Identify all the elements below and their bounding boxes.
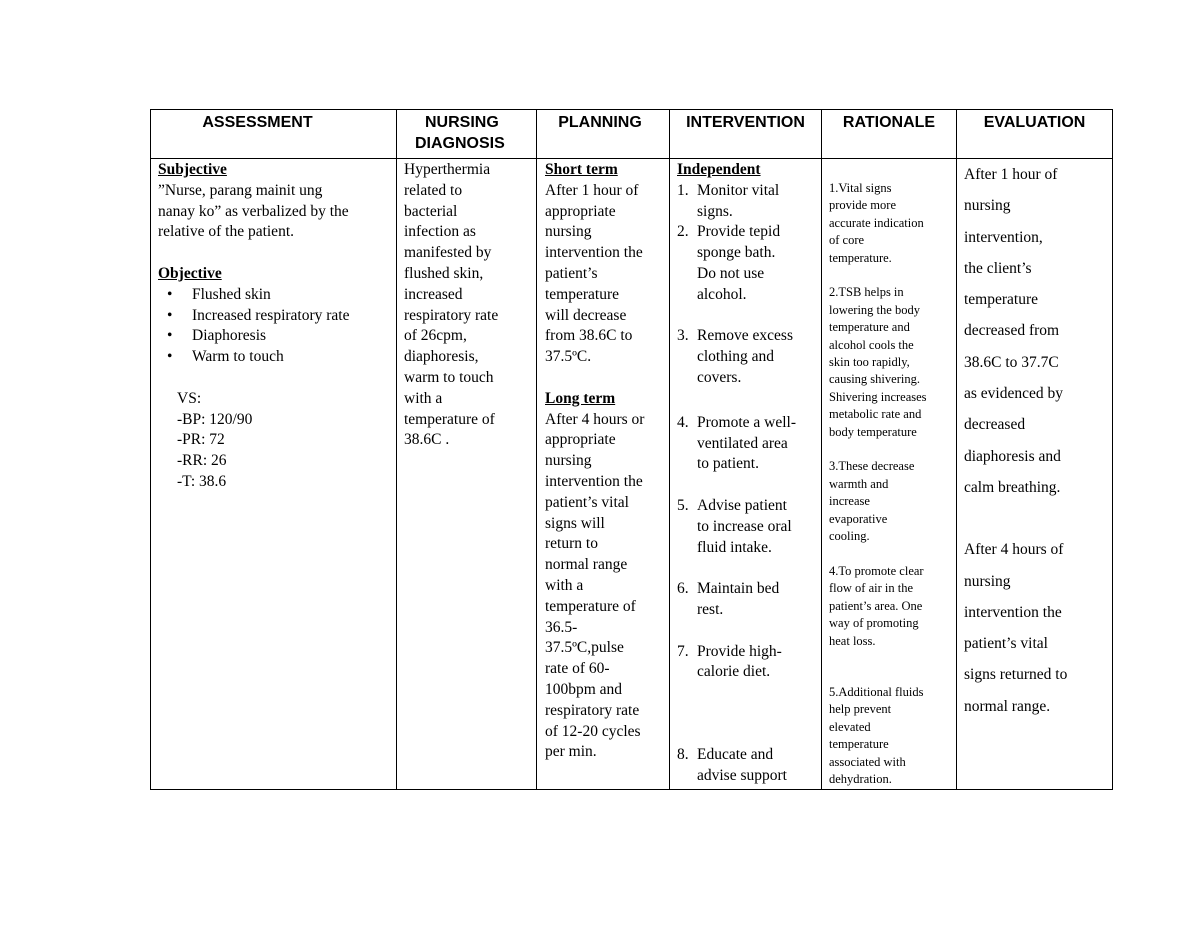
intervention-line: clothing and [697,348,775,366]
long-term-goal [545,410,665,764]
short-term-line: will decrease [545,306,627,324]
rationale-line: accurate indication [829,215,924,230]
header-planning-label: PLANNING [558,114,642,131]
intervention-line: signs. [697,202,733,220]
long-term-line: After 4 hours or [545,410,645,428]
rationale-line: warmth and [829,476,889,491]
evaluation-line: normal range. [964,697,1051,715]
intervention-item [677,326,817,388]
short-term-line: nursing [545,223,592,241]
intervention-line: Maintain bed [697,580,780,598]
diagnosis-cell [397,159,537,790]
evaluation-cell [957,159,1113,790]
subjective-line: relative of the patient. [158,223,294,241]
evaluation-line: diaphoresis and [964,447,1061,465]
diagnosis-line: with a [404,389,443,407]
diagnosis-line: flushed skin, [404,264,484,282]
intervention-number: 3. [677,327,689,345]
header-assessment-label: ASSESSMENT [202,114,313,131]
rationale-item [829,458,952,545]
intervention-item [677,413,817,475]
objective-item-text: Warm to touch [192,348,284,366]
long-term-line: with a [545,576,584,594]
objective-item-text: Flushed skin [192,285,271,303]
header-evaluation-label: EVALUATION [983,114,1086,131]
intervention-line: fluid intake. [697,538,772,556]
short-term-line: from 38.6C to [545,327,633,345]
rationale-line: causing shivering. [829,372,920,387]
subjective-line: ”Nurse, parang mainit ung [158,181,323,199]
bullet-icon: • [167,285,173,303]
header-intervention-label: INTERVENTION [686,114,805,131]
rationale-line: skin too rapidly, [829,355,910,370]
intervention-line: Promote a well- [697,413,797,431]
assessment-cell [151,159,397,790]
evaluation-line: patient’s vital [964,635,1048,653]
long-term-label: Long term [545,389,616,407]
short-term-line: 37.5ºC. [545,348,592,366]
diagnosis-line: respiratory rate [404,306,499,324]
short-term-label: Short term [545,161,618,178]
objective-item-text: Increased respiratory rate [192,306,350,324]
intervention-number: 7. [677,642,689,660]
rationale-line: elevated [829,719,871,734]
bullet-icon: • [167,348,173,366]
short-term-line: intervention the [545,244,643,262]
rationale-list [822,159,956,788]
long-term-line: respiratory rate [545,701,640,719]
rationale-item [829,563,952,650]
diagnosis-line: temperature of [404,410,495,428]
evaluation-text [957,159,1112,722]
intervention-line: Do not use [697,264,765,282]
rationale-line: evaporative [829,511,888,526]
short-term-goal [545,181,665,368]
vital-signs [158,389,392,493]
evaluation-line: After 4 hours of [964,541,1064,559]
objective-item-text: Diaphoresis [192,327,267,345]
rationale-line: associated with [829,754,906,769]
rationale-line: 3.These decrease [829,459,915,474]
intervention-line: calorie diet. [697,663,771,681]
rationale-line: temperature and [829,320,910,335]
diagnosis-line: 38.6C . [404,431,450,449]
intervention-line: Advise patient [697,496,787,514]
rationale-line: 1.Vital signs [829,181,892,195]
diagnosis-line: manifested by [404,244,492,262]
long-term-line: nursing [545,452,592,470]
rationale-line: of core [829,233,865,248]
long-term-line: temperature of [545,597,636,615]
objective-list [158,285,392,368]
vs-line: -T: 38.6 [177,472,227,490]
rationale-line: alcohol cools the [829,337,914,352]
evaluation-line: signs returned to [964,666,1068,684]
intervention-line: Monitor vital [697,181,780,199]
rationale-line: temperature [829,737,889,752]
header-rationale [822,110,957,159]
rationale-line: body temperature [829,424,917,439]
intervention-item [677,579,817,621]
header-assessment [151,110,397,159]
objective-item [158,347,392,368]
short-term-line: temperature [545,285,620,303]
diagnosis-line: increased [404,285,463,303]
objective-item [158,285,392,306]
long-term-line: patient’s vital [545,493,629,511]
evaluation-line: as evidenced by [964,385,1063,403]
long-term-line: 36.5- [545,618,578,636]
evaluation-line: the client’s [964,259,1032,277]
header-diagnosis-line1: NURSING [425,114,499,131]
vs-line: -PR: 72 [177,431,225,449]
long-term-line: normal range [545,556,628,574]
short-term-line: appropriate [545,202,616,220]
rationale-line: increase [829,494,870,509]
content-row [151,159,1113,790]
bullet-icon: • [167,306,173,324]
vs-line: -RR: 26 [177,452,227,470]
intervention-line: to increase oral [697,517,792,535]
rationale-line: lowering the body [829,302,920,317]
long-term-line: of 12-20 cycles [545,722,641,740]
rationale-line: 5.Additional fluids [829,684,924,699]
intervention-item [677,745,817,787]
header-diagnosis-line2: DIAGNOSIS [415,135,505,152]
evaluation-line: intervention, [964,228,1043,246]
diagnosis-line: diaphoresis, [404,348,479,366]
header-nursing-diagnosis [397,110,537,159]
rationale-line: Shivering increases [829,389,927,404]
intervention-number: 5. [677,496,689,514]
rationale-line: heat loss. [829,633,876,648]
long-term-line: appropriate [545,431,616,449]
intervention-item [677,496,817,558]
rationale-line: flow of air in the [829,581,914,596]
diagnosis-line: of 26cpm, [404,327,467,345]
rationale-line: 4.To promote clear [829,563,924,578]
rationale-line: provide more [829,198,896,213]
subjective-label: Subjective [158,161,227,178]
rationale-line: way of promoting [829,616,919,631]
rationale-item [829,284,952,441]
rationale-item [829,684,952,788]
independent-label: Independent [677,161,761,178]
rationale-line: cooling. [829,529,870,544]
objective-item [158,306,392,327]
long-term-line: 100bpm and [545,680,623,698]
evaluation-paragraph [964,159,1108,503]
evaluation-line: intervention the [964,603,1062,621]
evaluation-line: After 1 hour of [964,166,1058,183]
rationale-line: help prevent [829,702,892,717]
rationale-line: patient’s area. One [829,598,923,613]
evaluation-paragraph [964,534,1108,722]
intervention-item [677,181,817,223]
header-row [151,110,1113,159]
header-rationale-label: RATIONALE [842,114,936,131]
diagnosis-line: infection as [404,223,476,241]
evaluation-line: nursing [964,572,1011,590]
diagnosis-line: bacterial [404,202,458,220]
vs-line: -BP: 120/90 [177,410,253,428]
intervention-list [677,181,817,787]
evaluation-line: nursing [964,197,1011,215]
diagnosis-line: warm to touch [404,368,494,386]
diagnosis-line: Hyperthermia [404,161,491,178]
intervention-line: Remove excess [697,327,793,345]
intervention-number: 6. [677,580,689,598]
rationale-line: dehydration. [829,771,892,786]
header-evaluation [957,110,1113,159]
intervention-line: advise support [697,766,787,784]
evaluation-line: temperature [964,291,1039,309]
intervention-cell [670,159,822,790]
subjective-line: nanay ko” as verbalized by the [158,202,349,220]
intervention-line: Provide tepid [697,223,781,241]
intervention-line: rest. [697,600,724,618]
intervention-line: alcohol. [697,285,747,303]
diagnosis-text [397,159,536,451]
intervention-line: Educate and [697,746,774,764]
rationale-line: temperature. [829,250,892,265]
intervention-line: to patient. [697,455,759,473]
evaluation-line: calm breathing. [964,478,1061,496]
long-term-line: 37.5ºC,pulse [545,639,624,657]
intervention-line: sponge bath. [697,244,776,262]
vs-line: VS: [177,389,202,407]
long-term-line: per min. [545,743,597,761]
objective-label: Objective [158,264,222,282]
long-term-line: return to [545,535,598,553]
rationale-line: 2.TSB helps in [829,285,904,300]
intervention-line: Provide high- [697,642,782,660]
intervention-item [677,222,817,305]
nursing-care-plan-table [150,109,1113,790]
evaluation-line: decreased [964,416,1026,434]
rationale-line: metabolic rate and [829,407,922,422]
evaluation-line: decreased from [964,322,1060,340]
intervention-number: 2. [677,223,689,241]
rationale-cell [822,159,957,790]
diagnosis-line: related to [404,181,463,199]
header-intervention [670,110,822,159]
long-term-line: rate of 60- [545,660,610,678]
intervention-number: 8. [677,746,689,764]
intervention-number: 4. [677,413,689,431]
evaluation-line: 38.6C to 37.7C [964,353,1059,371]
planning-cell [537,159,670,790]
rationale-item [829,180,952,267]
intervention-number: 1. [677,181,689,199]
long-term-line: signs will [545,514,605,532]
bullet-icon: • [167,327,173,345]
intervention-line: ventilated area [697,434,788,452]
header-planning [537,110,670,159]
long-term-line: intervention the [545,472,643,490]
objective-item [158,326,392,347]
short-term-line: After 1 hour of [545,181,639,199]
intervention-item [677,642,817,684]
short-term-line: patient’s [545,264,598,282]
intervention-line: covers. [697,368,742,386]
